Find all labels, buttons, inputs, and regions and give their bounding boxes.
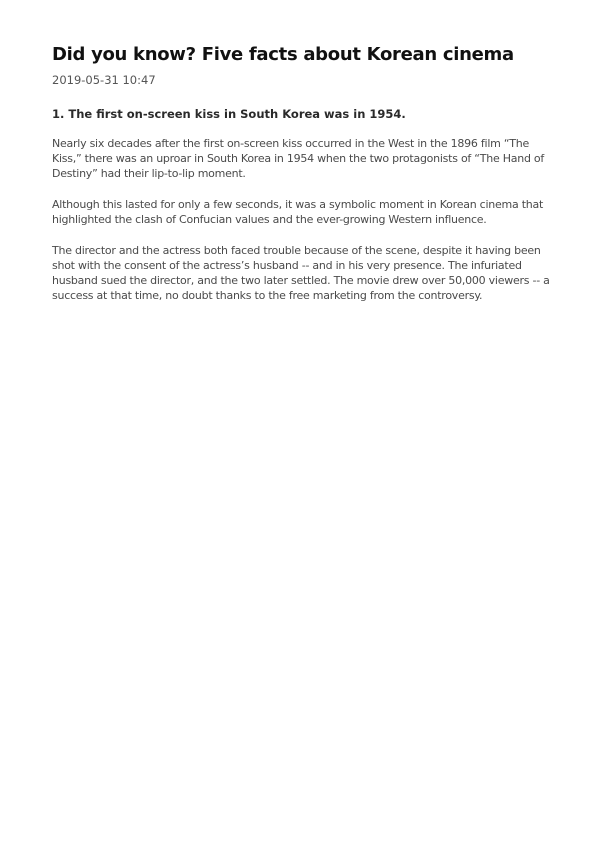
paragraph-1: Nearly six decades after the first on-screen kiss occurred in the West in the 1896 film “The Kiss,” there was an uproar in South Korea in 1954 when the two protagonists of “The Hand of Destiny” had their lip-to-lip moment.	[52, 137, 545, 180]
section-heading: 1. The first on-screen kiss in South Korea was in 1954.	[52, 107, 406, 121]
article-title: Did you know? Five facts about Korean cinema	[52, 44, 514, 65]
paragraph-3: The director and the actress both faced trouble because of the scene, despite it having been shot with the consent of the actress’s husband -- and in his very presence. The infuriated husband sued the director, and the two later settled. The movie drew over 50,000 viewers -- a success at that time, no doubt thanks to the free marketing from the controversy.	[52, 244, 550, 302]
article	[52, 42, 552, 303]
article-timestamp: 2019-05-31 10:47	[52, 73, 156, 87]
paragraph-2: Although this lasted for only a few seconds, it was a symbolic moment in Korean cinema that highlighted the clash of Confucian values and the ever-growing Western influence.	[52, 198, 544, 226]
